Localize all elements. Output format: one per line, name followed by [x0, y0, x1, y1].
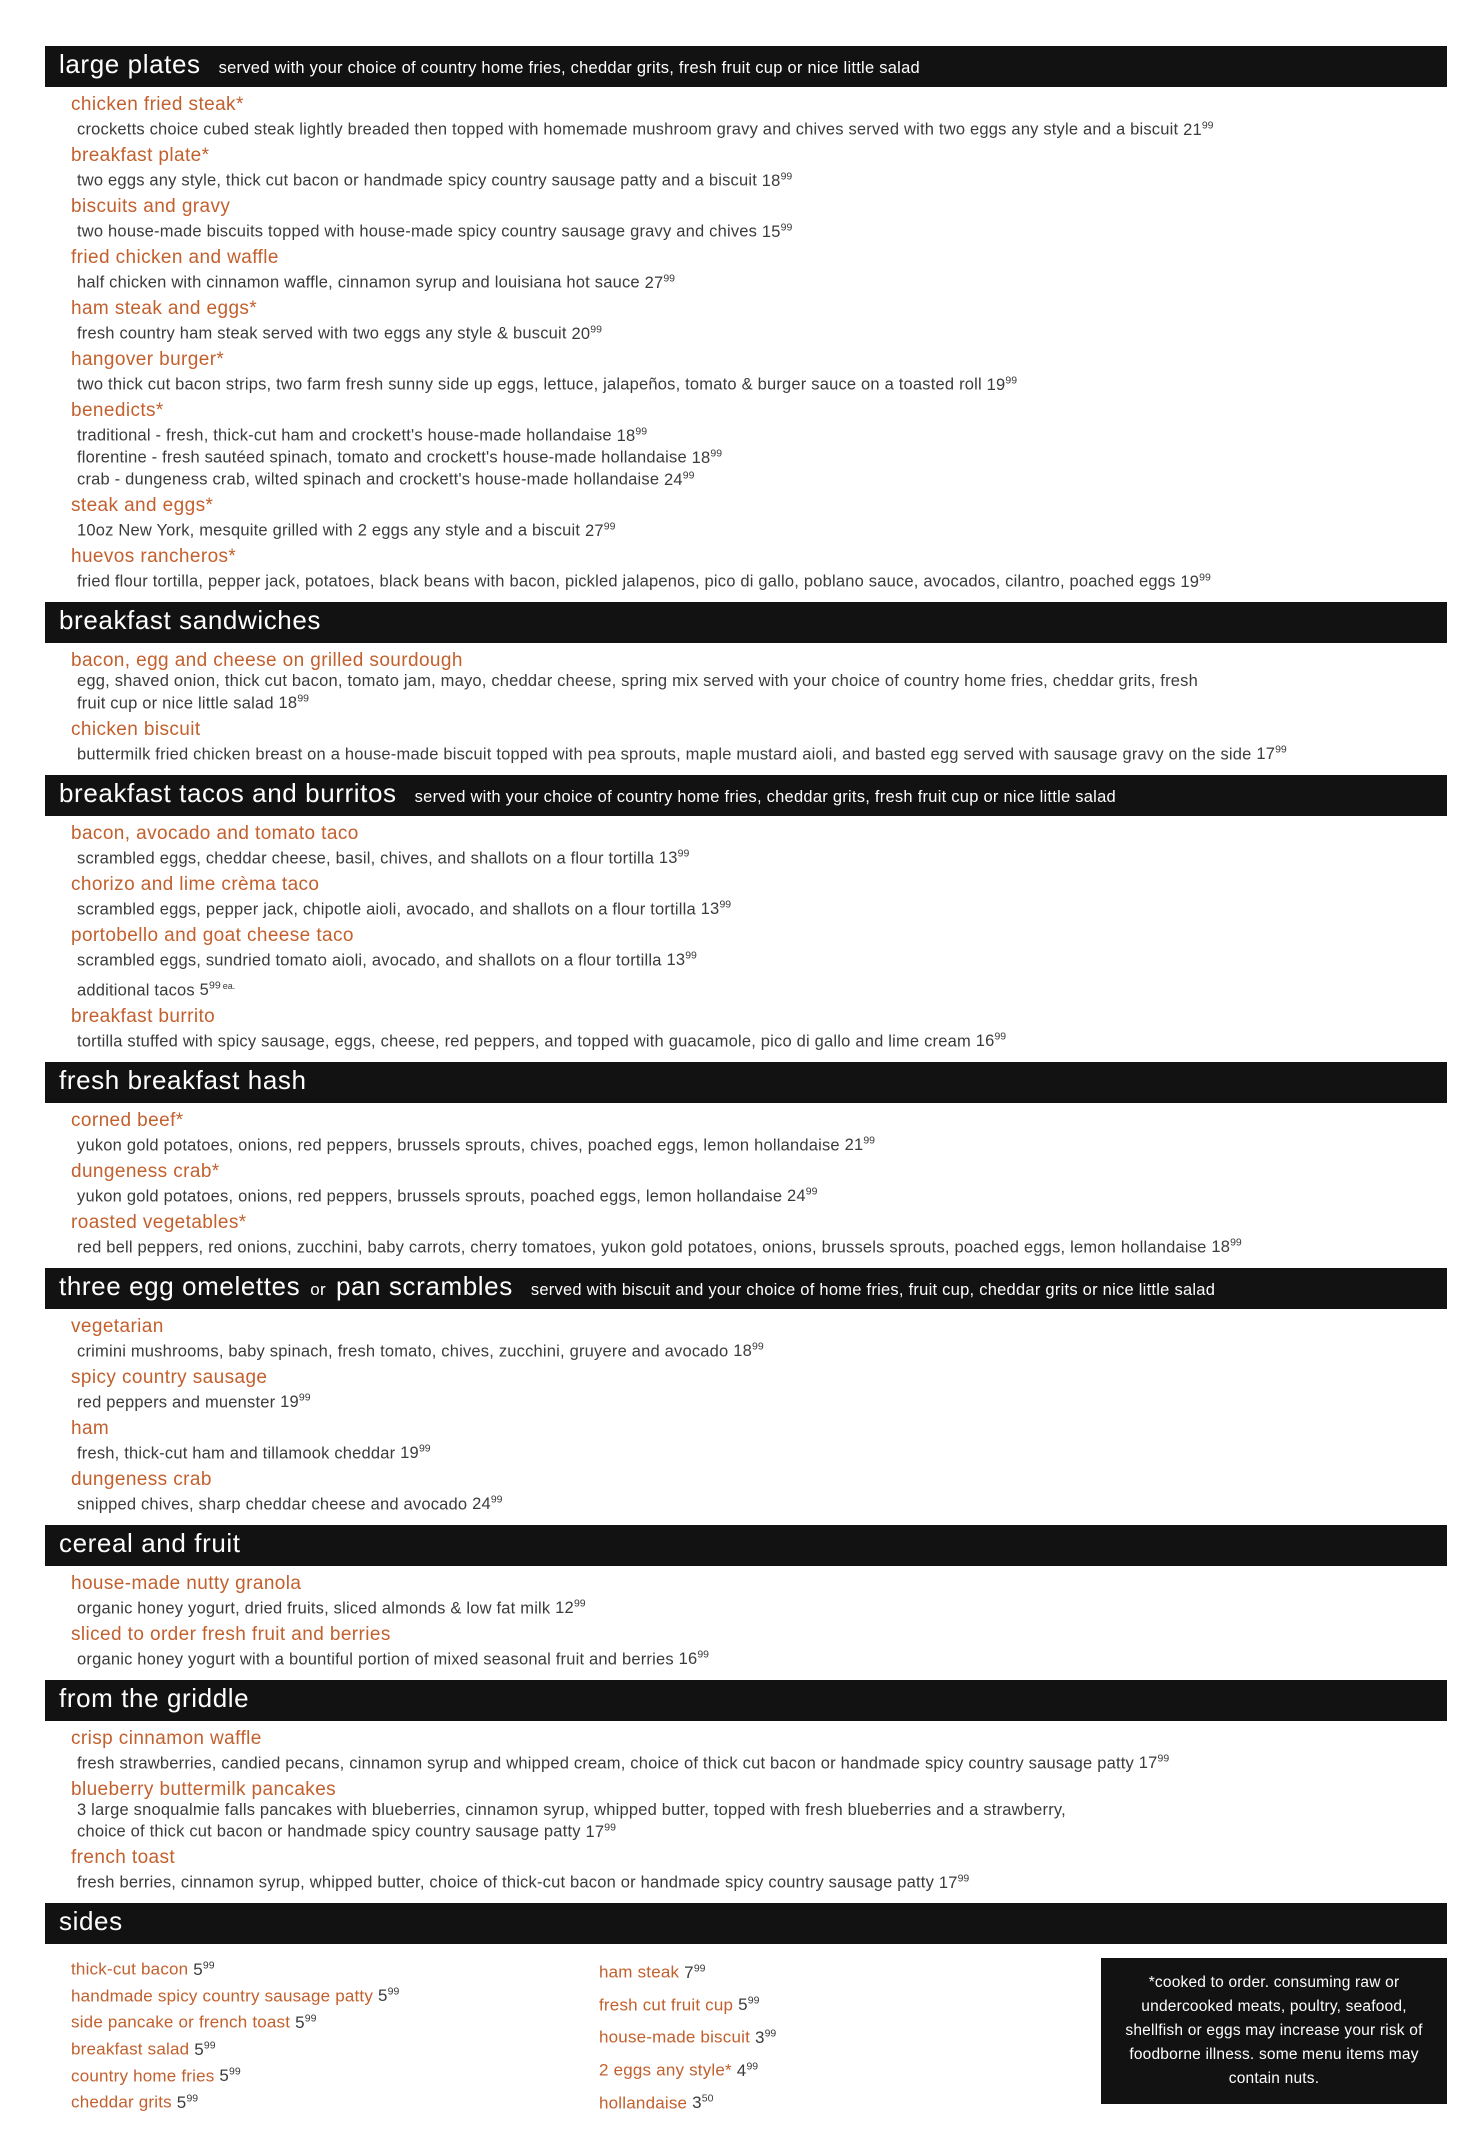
menu-item — [71, 1728, 1447, 1773]
menu-item-description: scrambled eggs, cheddar cheese, basil, chives, and shallots on a flour tortilla $13^{99}$ — [77, 847, 690, 867]
menu-item — [71, 349, 1447, 394]
menu-item — [71, 719, 1447, 764]
item-price-cents: 99 — [751, 1340, 764, 1353]
menu-item-name: fried chicken and waffle — [71, 247, 279, 268]
item-price-cents: 99 — [663, 272, 676, 284]
item-price: $5^{99}$ — [193, 1959, 215, 1979]
item-price: $16^{99}$ — [975, 1030, 1007, 1050]
menu-item-name: crisp cinnamon waffle — [71, 1727, 262, 1749]
item-price-cents: 99 — [697, 1648, 710, 1661]
item-price: $18^{99}$ — [761, 170, 793, 190]
menu-item-description: yukon gold potatoes, onions, red peppers, brussels sprouts, chives, poached eggs, lemon hollandaise $21^{99}$ — [77, 1134, 876, 1154]
side-item — [599, 1987, 1019, 2020]
item-price: $4^{99}$ — [736, 2059, 759, 2080]
section-title-segment: pan scrambles — [335, 1270, 513, 1301]
item-price-cents: 99 — [186, 2092, 199, 2105]
menu-item — [71, 1212, 1447, 1257]
item-price-cents: 99 — [780, 170, 793, 182]
item-price-cents: 50 — [701, 2092, 714, 2105]
menu-item — [71, 94, 1447, 139]
menu-item — [71, 1006, 1447, 1051]
sides-row — [71, 1954, 1447, 2117]
menu-item — [71, 1779, 1447, 1842]
menu-item — [71, 247, 1447, 292]
side-item — [599, 2052, 1019, 2085]
menu-item — [71, 298, 1447, 343]
menu-item-name: benedicts* — [71, 400, 164, 421]
side-item — [71, 2034, 599, 2061]
item-price: $13^{99}$ — [666, 949, 697, 969]
section-title-segment: large plates — [59, 49, 201, 79]
side-item-name: handmade spicy country sausage patty — [71, 1986, 378, 2006]
item-price-cents: 99 — [490, 1493, 503, 1506]
item-price: $19^{99}$ — [986, 374, 1018, 394]
side-item — [71, 1981, 599, 2008]
menu-item-name: biscuits and gravy — [71, 196, 231, 217]
section-title-segment: fresh breakfast hash — [59, 1064, 307, 1095]
menu-item-name: huevos rancheros* — [71, 546, 237, 567]
section-title — [59, 1065, 307, 1096]
menu-root — [45, 46, 1447, 2117]
item-price: $24^{99}$ — [664, 469, 695, 489]
item-price-cents: 99 — [1005, 374, 1018, 386]
menu-item-description: snipped chives, sharp cheddar cheese and avocado $24^{99}$ — [77, 1493, 503, 1513]
side-item — [71, 2061, 599, 2088]
section-header-from-the-griddle — [45, 1680, 1447, 1721]
menu-item — [71, 823, 1447, 868]
menu-item — [71, 1161, 1447, 1206]
menu-item — [71, 874, 1447, 919]
item-price: $27^{99}$ — [584, 520, 616, 540]
section-header-breakfast-sandwiches — [45, 602, 1447, 643]
item-price: $24^{99}$ — [472, 1493, 503, 1513]
item-price: $18^{99}$ — [733, 1340, 764, 1360]
section-items — [45, 650, 1447, 764]
item-price-cents: 99 — [202, 1959, 215, 1971]
item-price-cents: 99 — [603, 520, 616, 532]
menu-item — [71, 196, 1447, 241]
item-price-cents: 99 — [863, 1134, 876, 1147]
side-item — [71, 1954, 599, 1981]
side-item — [71, 2087, 599, 2114]
section-title — [59, 1528, 241, 1559]
item-price-cents: 99 — [1275, 743, 1287, 756]
item-price-cents: 99 — [994, 1030, 1007, 1043]
item-price: $18^{99}$ — [1211, 1236, 1242, 1256]
menu-item-name: roasted vegetables* — [71, 1211, 247, 1233]
item-price-cents: 99 — [685, 949, 697, 962]
item-price: $5^{99}$ — [377, 1985, 400, 2006]
item-price: $16^{99}$ — [678, 1648, 710, 1668]
menu-item-description: 3 large snoqualmie falls pancakes with blueberries, cinnamon syrup, whipped butter, topped with fresh blueberries and a strawberry, — [77, 1800, 1066, 1819]
item-price: $5^{99}$ — [295, 2012, 317, 2032]
menu-item-description: two house-made biscuits topped with house-made spicy country sausage gravy and chives $15^{99}$ — [77, 221, 793, 241]
menu-item-name: spicy country sausage — [71, 1366, 268, 1388]
section-title-segment: three egg omelettes — [59, 1270, 301, 1301]
item-price-cents: 99 — [229, 2065, 241, 2078]
menu-item-description: fresh, thick-cut ham and tillamook cheddar $19^{99}$ — [77, 1442, 431, 1462]
menu-item — [71, 495, 1447, 540]
menu-item-description: fresh country ham steak served with two eggs any style & buscuit $20^{99}$ — [77, 323, 602, 343]
item-price-cents: 99 — [764, 2027, 777, 2040]
section-header-breakfast-tacos-and-burritos — [45, 775, 1447, 816]
section-header-cereal-and-fruit — [45, 1525, 1447, 1566]
item-price: $18^{99}$ — [616, 425, 648, 445]
item-price: $24^{99}$ — [787, 1185, 818, 1205]
menu-section-breakfast-sandwiches — [45, 602, 1447, 764]
menu-item-name: blueberry buttermilk pancakes — [71, 1778, 337, 1800]
menu-item — [71, 145, 1447, 190]
menu-item-description: additional tacos $5^{99}$ $^{ea.}$ — [77, 979, 236, 999]
item-price-cents: 99 — [957, 1872, 970, 1884]
sides-column-2 — [599, 1954, 1019, 2117]
item-price-cents: 99 — [805, 1185, 818, 1198]
menu-item-description: organic honey yogurt with a bountiful portion of mixed seasonal fruit and berries $16^{99}$ — [77, 1648, 710, 1668]
item-price: $21^{99}$ — [1183, 119, 1214, 139]
section-title-segment: breakfast sandwiches — [59, 605, 322, 635]
item-price-cents: 99 — [1201, 119, 1214, 131]
side-item-name: ham steak — [599, 1962, 685, 1982]
item-price-cents: 99 — [387, 1985, 400, 1998]
menu-item-name: corned beef* — [71, 1109, 184, 1131]
item-price: $7^{99}$ — [684, 1962, 706, 1982]
section-title — [59, 1683, 249, 1714]
menu-item-name: chicken biscuit — [71, 718, 201, 740]
section-items — [45, 94, 1447, 591]
menu-item — [71, 1367, 1447, 1412]
item-price: $13^{99}$ — [658, 847, 690, 867]
section-title-segment: sides — [59, 1906, 123, 1936]
section-header-large-plates — [45, 46, 1447, 87]
item-price-cents: 99 — [710, 447, 723, 459]
item-price: $19^{99}$ — [400, 1442, 431, 1462]
item-price-suffix: ea. — [222, 980, 236, 991]
item-price: $12^{99}$ — [555, 1597, 586, 1617]
menu-item-description: half chicken with cinnamon waffle, cinnamon syrup and louisiana hot sauce $27^{99}$ — [77, 272, 676, 292]
item-price-cents: 99 — [573, 1597, 586, 1610]
item-price: $17^{99}$ — [585, 1821, 616, 1841]
section-title — [59, 778, 397, 809]
section-items — [45, 823, 1447, 1051]
section-title — [59, 1271, 513, 1302]
menu-item-description: scrambled eggs, pepper jack, chipotle aioli, avocado, and shallots on a flour tortilla $13^{99}$ — [77, 898, 732, 918]
section-header-omelettes-and-scrambles — [45, 1268, 1447, 1309]
menu-item-description: choice of thick cut bacon or handmade spicy country sausage patty $17^{99}$ — [77, 1821, 616, 1841]
item-price: $27^{99}$ — [644, 272, 676, 292]
item-price-cents: 99 — [719, 898, 732, 911]
menu-section-breakfast-tacos-and-burritos — [45, 775, 1447, 1051]
section-items — [45, 1728, 1447, 1893]
menu-item-description: two eggs any style, thick cut bacon or handmade spicy country sausage patty and a biscuit $18^{99}$ — [77, 170, 793, 190]
item-price-cents: 99 — [635, 425, 648, 437]
menu-item-name: dungeness crab — [71, 1468, 212, 1490]
menu-item — [71, 650, 1447, 713]
menu-item-name: steak and eggs* — [71, 495, 214, 516]
menu-item-description: fresh berries, cinnamon syrup, whipped butter, choice of thick-cut bacon or handmade spicy country sausage patty $17^{99}$ — [77, 1872, 970, 1892]
item-price: $17^{99}$ — [1138, 1752, 1170, 1772]
side-item-name: thick-cut bacon — [71, 1959, 194, 1979]
side-item-name: fresh cut fruit cup — [599, 1995, 739, 2015]
section-items — [45, 1110, 1447, 1257]
item-price: $18^{99}$ — [278, 692, 309, 712]
section-title-segment: or — [310, 1279, 326, 1299]
menu-item-description: florentine - fresh sautéed spinach, tomato and crockett's house-made hollandaise $18^{99}$ — [77, 447, 723, 467]
item-price: $5^{99}$ $^{ea.}$ — [199, 979, 236, 999]
item-price-cents: 99 — [209, 979, 221, 992]
menu-item-description: crab - dungeness crab, wilted spinach and crockett's house-made hollandaise $24^{99}$ — [77, 469, 695, 489]
item-price-cents: 99 — [418, 1442, 431, 1455]
section-title — [59, 1906, 123, 1937]
menu-item-description: egg, shaved onion, thick cut bacon, tomato jam, mayo, cheddar cheese, spring mix served with your choice of country home fries, cheddar grits, fresh — [77, 672, 1198, 690]
menu-item — [71, 1847, 1447, 1892]
side-item-name: hollandaise — [599, 2093, 693, 2113]
menu-item-name: ham steak and eggs* — [71, 298, 258, 319]
section-items — [45, 1573, 1447, 1669]
menu-item-name: house-made nutty granola — [71, 1572, 302, 1594]
menu-section-fresh-breakfast-hash — [45, 1062, 1447, 1257]
item-price-cents: 99 — [682, 469, 695, 481]
item-price-cents: 99 — [604, 1821, 616, 1833]
item-price: $20^{99}$ — [571, 323, 602, 343]
menu-item — [71, 1418, 1447, 1463]
menu-section-omelettes-and-scrambles — [45, 1268, 1447, 1514]
section-header-sides — [45, 1903, 1447, 1944]
menu-item — [71, 1624, 1447, 1669]
menu-item-name: french toast — [71, 1847, 176, 1868]
item-price-cents: 99 — [747, 1994, 760, 2007]
side-item-name: country home fries — [71, 2066, 220, 2086]
menu-item-description: traditional - fresh, thick-cut ham and crockett's house-made hollandaise $18^{99}$ — [77, 425, 648, 445]
item-price-cents: 99 — [203, 2038, 216, 2051]
menu-item-description: fried flour tortilla, pepper jack, potatoes, black beans with bacon, pickled jalapenos, pico di gallo, poblano sauce, avocados, cilantro, poached eggs $19^{99}$ — [77, 571, 1211, 591]
menu-item — [71, 1573, 1447, 1618]
menu-item — [71, 925, 1447, 1000]
menu-item-name: breakfast burrito — [71, 1005, 216, 1027]
menu-item-description: tortilla stuffed with spicy sausage, eggs, cheese, red peppers, and topped with guacamole, pico di gallo and lime cream $16^{99}$ — [77, 1030, 1007, 1050]
item-price: $19^{99}$ — [1180, 571, 1211, 591]
item-price: $5^{99}$ — [219, 2065, 241, 2086]
menu-section-from-the-griddle — [45, 1680, 1447, 1893]
menu-item-description: fruit cup or nice little salad $18^{99}$ — [77, 692, 309, 712]
item-price: $17^{99}$ — [1256, 743, 1287, 763]
menu-item-name: portobello and goat cheese taco — [71, 924, 354, 946]
item-price: $5^{99}$ — [194, 2038, 216, 2059]
section-title-segment: cereal and fruit — [59, 1527, 241, 1558]
item-price: $3^{99}$ — [754, 2027, 777, 2047]
item-price-cents: 99 — [1199, 571, 1211, 583]
item-price: $5^{99}$ — [738, 1994, 760, 2015]
item-price-cents: 99 — [677, 847, 690, 860]
menu-item-description: buttermilk fried chicken breast on a house-made biscuit topped with pea sprouts, maple mustard aioli, and basted egg served with sausage gravy on the side $17^{99}$ — [77, 743, 1287, 763]
menu-item — [71, 400, 1447, 489]
section-subtitle: served with your choice of country home fries, cheddar grits, fresh fruit cup or nice little salad — [218, 59, 920, 77]
section-title-segment: from the griddle — [59, 1682, 250, 1713]
menu-section-cereal-and-fruit — [45, 1525, 1447, 1669]
item-price: $17^{99}$ — [938, 1872, 970, 1892]
section-subtitle: served with biscuit and your choice of home fries, fruit cup, cheddar grits or nice little salad — [530, 1280, 1216, 1299]
side-item-name: 2 eggs any style* — [599, 2060, 737, 2080]
menu-item-description: fresh strawberries, candied pecans, cinnamon syrup and whipped cream, choice of thick cut bacon or handmade spicy country sausage patty $17^{99}$ — [77, 1752, 1170, 1772]
menu-item-description: two thick cut bacon strips, two farm fresh sunny side up eggs, lettuce, jalapeños, tomato & burger sauce on a toasted roll $19^{99}$ — [77, 374, 1018, 394]
section-subtitle: served with your choice of country home fries, cheddar grits, fresh fruit cup or nice little salad — [414, 787, 1116, 806]
menu-item-name: bacon, egg and cheese on grilled sourdough — [71, 650, 463, 671]
item-price-cents: 99 — [298, 1391, 311, 1404]
disclaimer-box: *cooked to order. consuming raw or undercooked meats, poultry, seafood, shellfish or eggs may increase your risk of foodborne illness. some menu items may contain nuts. — [1101, 1958, 1447, 2104]
menu-item-name: sliced to order fresh fruit and berries — [71, 1623, 391, 1645]
item-price-cents: 99 — [1157, 1752, 1170, 1765]
menu-item-name: chicken fried steak* — [71, 94, 244, 115]
menu-item-name: breakfast plate* — [71, 145, 210, 166]
item-price: $19^{99}$ — [280, 1391, 311, 1411]
menu-item — [71, 546, 1447, 591]
menu-item — [71, 1110, 1447, 1155]
section-header-fresh-breakfast-hash — [45, 1062, 1447, 1103]
menu-section-sides — [45, 1903, 1447, 2117]
side-item — [71, 2007, 599, 2034]
section-title-segment: breakfast tacos and burritos — [59, 777, 397, 808]
menu-item — [71, 1316, 1447, 1361]
menu-item-description: red bell peppers, red onions, zucchini, baby carrots, cherry tomatoes, yukon gold potatoes, onions, brussels sprouts, poached eggs, lemon hollandaise $18^{99}$ — [77, 1236, 1242, 1256]
item-price-cents: 99 — [780, 221, 793, 233]
side-item-name: breakfast salad — [71, 2039, 195, 2059]
menu-item-description: 10oz New York, mesquite grilled with 2 eggs any style and a biscuit $27^{99}$ — [77, 520, 616, 540]
item-price: $18^{99}$ — [691, 447, 723, 467]
menu-item-description: organic honey yogurt, dried fruits, sliced almonds & low fat milk $12^{99}$ — [77, 1597, 586, 1617]
item-price: $3^{50}$ — [692, 2092, 714, 2113]
item-price: $13^{99}$ — [700, 898, 732, 918]
menu-item-description: red peppers and muenster $19^{99}$ — [77, 1391, 311, 1411]
menu-item-name: hangover burger* — [71, 349, 225, 370]
menu-item-name: ham — [71, 1417, 110, 1439]
menu-item-description: yukon gold potatoes, onions, red peppers, brussels sprouts, poached eggs, lemon hollandaise $24^{99}$ — [77, 1185, 818, 1205]
sides-column-1 — [71, 1954, 599, 2114]
item-price: $15^{99}$ — [761, 221, 793, 241]
item-price-cents: 99 — [693, 1962, 706, 1974]
section-items — [45, 1316, 1447, 1514]
item-price-cents: 99 — [304, 2012, 317, 2025]
menu-item — [71, 1469, 1447, 1514]
side-item-name: cheddar grits — [71, 2092, 177, 2112]
menu-item-description: scrambled eggs, sundried tomato aioli, avocado, and shallots on a flour tortilla $13^{99}$ — [77, 949, 697, 969]
item-price: $5^{99}$ — [176, 2092, 199, 2112]
menu-item-name: chorizo and lime crèma taco — [71, 873, 320, 895]
item-price-cents: 99 — [1230, 1236, 1242, 1249]
item-price-cents: 99 — [746, 2059, 759, 2072]
side-item — [599, 2085, 1019, 2118]
item-price: $21^{99}$ — [844, 1134, 876, 1154]
side-item-name: side pancake or french toast — [71, 2012, 296, 2032]
menu-section-large-plates — [45, 46, 1447, 591]
menu-item-description: crocketts choice cubed steak lightly breaded then topped with homemade mushroom gravy and chives served with two eggs any style and a biscuit $21^{99}$ — [77, 119, 1214, 139]
menu-item-name: bacon, avocado and tomato taco — [71, 822, 359, 844]
section-title — [59, 49, 201, 80]
side-item — [599, 1954, 1019, 1987]
side-item-name: house-made biscuit — [599, 2027, 755, 2047]
menu-item-name: vegetarian — [71, 1315, 164, 1337]
section-title — [59, 605, 321, 636]
menu-item-name: dungeness crab* — [71, 1160, 220, 1182]
item-price-cents: 99 — [590, 323, 602, 335]
item-price-cents: 99 — [297, 692, 309, 705]
side-item — [599, 2019, 1019, 2052]
menu-item-description: crimini mushrooms, baby spinach, fresh tomato, chives, zucchini, gruyere and avocado $18^{99}$ — [77, 1340, 764, 1360]
